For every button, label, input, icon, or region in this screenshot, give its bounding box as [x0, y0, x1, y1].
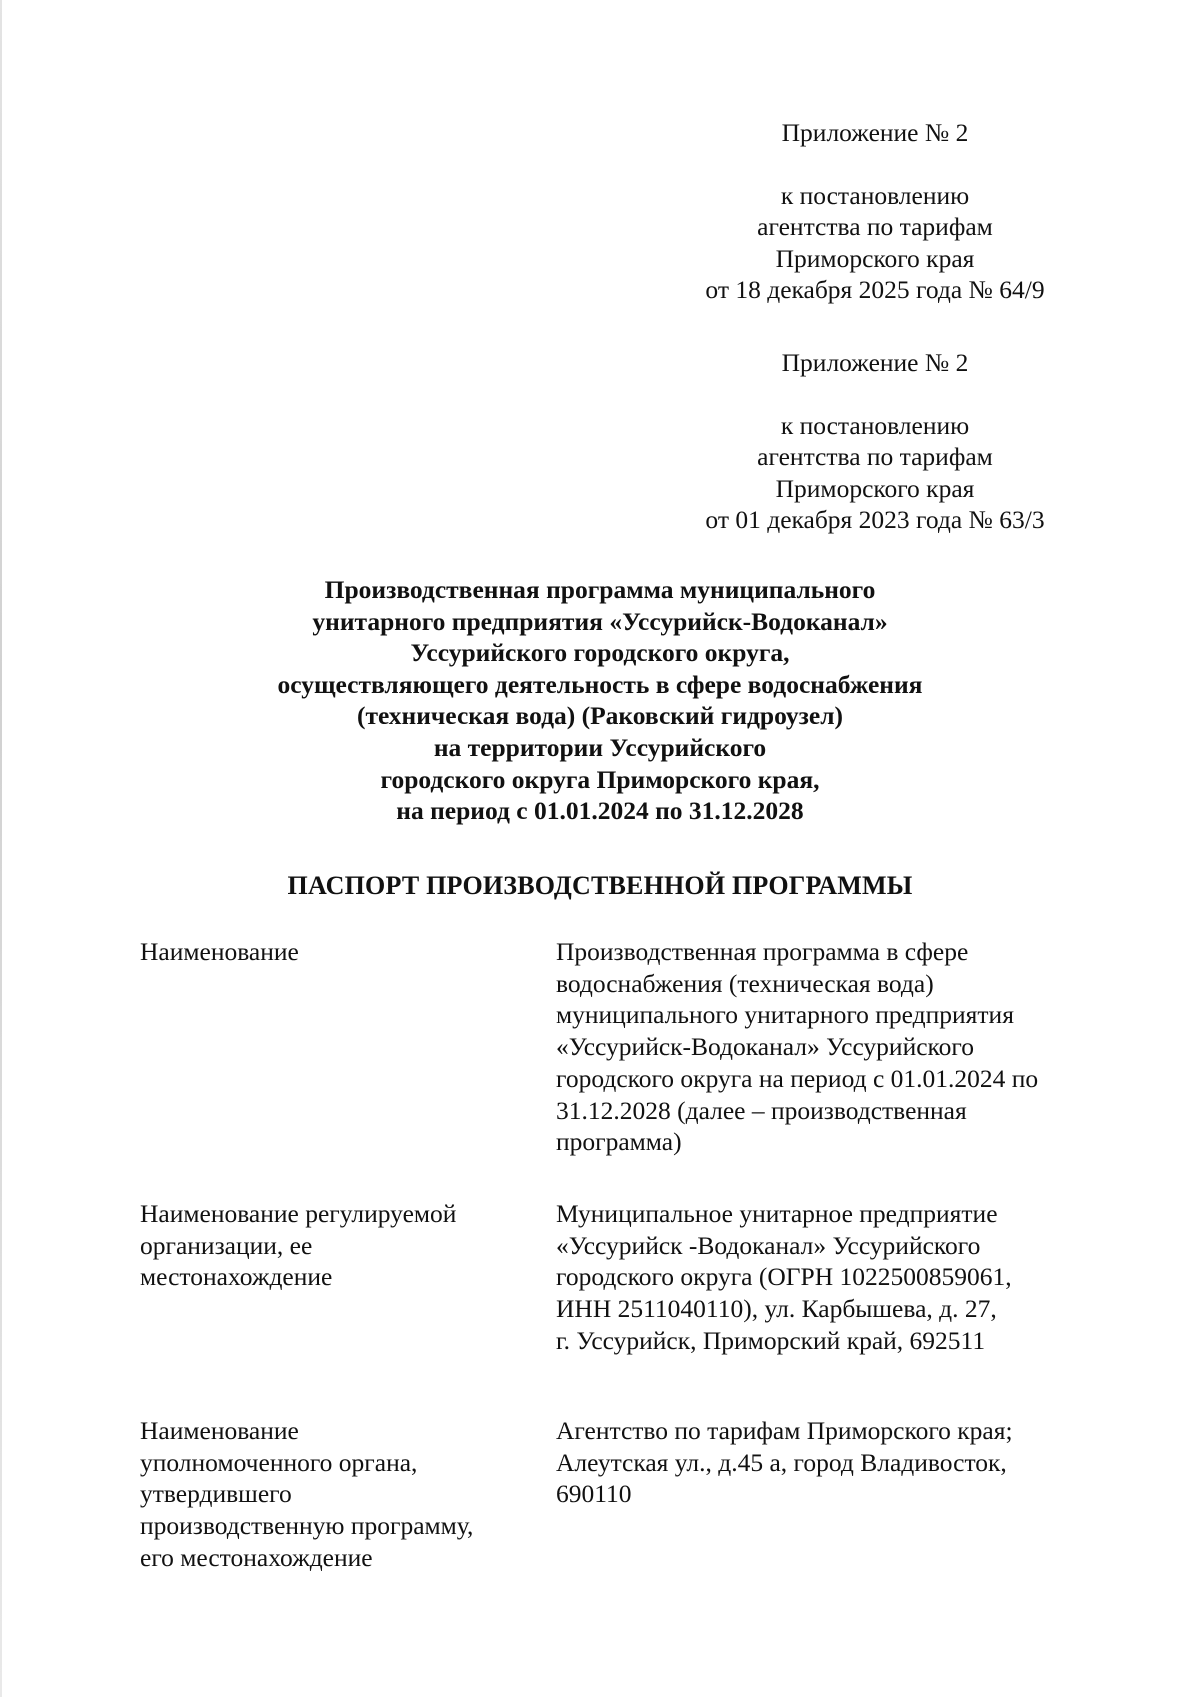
label-line: производственную программу,: [140, 1511, 474, 1541]
appendix-date-line: от 01 декабря 2023 года № 63/3: [705, 505, 1045, 534]
scan-edge: [0, 0, 2, 1697]
passport-label: [140, 1198, 520, 1293]
value-line: водоснабжения (техническая вода): [556, 968, 934, 998]
value-line: муниципального унитарного предприятия: [556, 1000, 1014, 1030]
value-line: Алеутская ул., д.45 а, город Владивосток,: [556, 1447, 1007, 1477]
appendix-line: агентства по тарифам: [757, 442, 993, 471]
title-line: городского округа Приморского края,: [380, 764, 820, 794]
value-line: «Уссурийск-Водоканал» Уссурийского: [556, 1032, 974, 1062]
value-line: Муниципальное унитарное предприятие: [556, 1199, 998, 1228]
value-line: 31.12.2028 (далее – производственная: [556, 1095, 967, 1125]
title-line: осуществляющего деятельность в сфере водоснабжения: [277, 669, 923, 699]
value-line: 690110: [556, 1479, 632, 1509]
label-line: организации, ее: [140, 1230, 313, 1260]
appendix-line: к постановлению: [780, 180, 970, 210]
title-line: (техническая вода) (Раковский гидроузел): [356, 701, 844, 731]
value-line: «Уссурийск -Водоканал» Уссурийского: [556, 1230, 981, 1260]
passport-label: [140, 936, 520, 968]
appendix-previous: [640, 347, 1110, 536]
label-line: утвердившего: [140, 1479, 292, 1509]
appendix-line: Приморского края: [775, 473, 975, 503]
title-line: Уссурийского городского округа,: [410, 638, 790, 668]
value-line: городского округа на период с 01.01.2024 по: [556, 1063, 1039, 1093]
label-line: местонахождение: [140, 1262, 333, 1292]
program-title: [215, 574, 985, 827]
value-line: ИНН 2511040110), ул. Карбышева, д. 27,: [556, 1294, 997, 1324]
value-line: программа): [556, 1127, 682, 1157]
appendix-date-line: от 18 декабря 2025 года № 64/9: [705, 275, 1045, 304]
appendix-number: Приложение № 2: [781, 118, 969, 147]
label-line: Наименование: [140, 1416, 299, 1445]
title-line: на период с 01.01.2024 по 31.12.2028: [396, 796, 804, 826]
appendix-number: Приложение № 2: [781, 348, 969, 377]
passport-value: [556, 936, 1076, 1158]
appendix-line: Приморского края: [775, 243, 975, 273]
label-line: Наименование: [140, 937, 299, 966]
title-line: на территории Уссурийского: [433, 732, 767, 762]
title-line: унитарного предприятия «Уссурийск-Водоканал»: [312, 606, 888, 636]
appendix-line: агентства по тарифам: [757, 212, 993, 241]
appendix-line: к постановлению: [780, 410, 970, 440]
value-line: г. Уссурийск, Приморский край, 692511: [556, 1325, 986, 1355]
passport-value: [556, 1198, 1076, 1357]
value-line: Производственная программа в сфере: [556, 937, 969, 966]
label-line: Наименование регулируемой: [140, 1199, 457, 1228]
label-line: его местонахождение: [140, 1542, 373, 1572]
value-line: Агентство по тарифам Приморского края;: [556, 1416, 1013, 1445]
appendix-current: [640, 117, 1110, 306]
passport-heading: ПАСПОРТ ПРОИЗВОДСТВЕННОЙ ПРОГРАММЫ: [287, 871, 913, 900]
title-line: Производственная программа муниципального: [324, 575, 876, 604]
label-line: уполномоченного органа,: [140, 1447, 418, 1477]
passport-value: [556, 1415, 1076, 1510]
value-line: городского округа (ОГРН 1022500859061,: [556, 1262, 1012, 1292]
passport-label: [140, 1415, 520, 1574]
